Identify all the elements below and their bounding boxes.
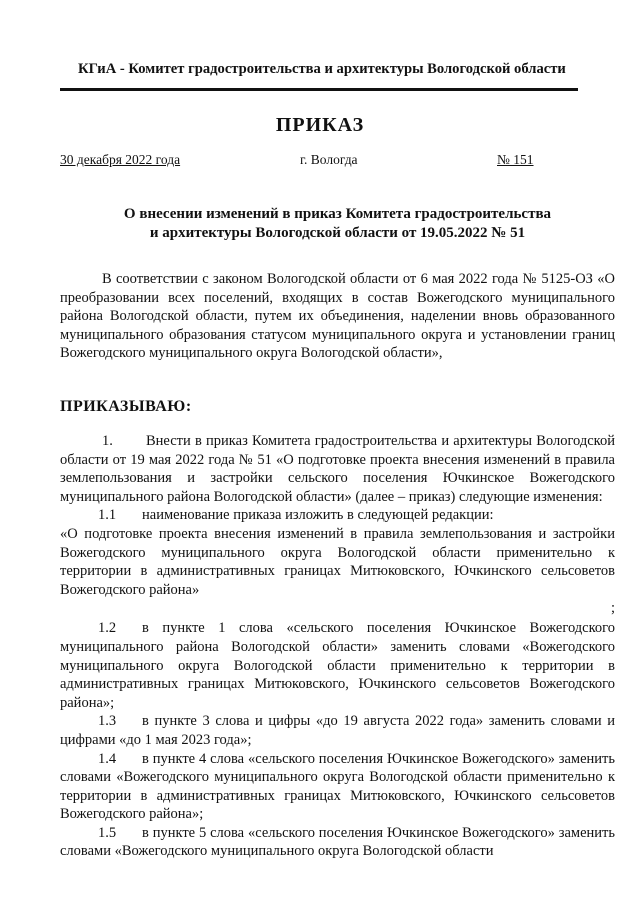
header-rule — [60, 88, 578, 91]
item-1-4 — [60, 750, 615, 824]
item-1-5-text: в пункте 5 слова «сельского поселения Ючкинское Вожегодского» заменить словами «Вожегодского муниципального округа Вологодской области — [60, 824, 615, 860]
document-type-title: ПРИКАЗ — [275, 114, 365, 136]
document-date: 30 декабря 2022 года — [60, 152, 181, 167]
item-1-5 — [60, 824, 615, 861]
item-1 — [60, 432, 615, 506]
document-city: г. Вологда — [300, 152, 358, 167]
preamble — [60, 270, 615, 363]
document-number: № 151 — [497, 152, 534, 167]
subject-line-2: и архитектуры Вологодской области от 19.05.2022 № 51 — [149, 225, 526, 241]
item-1-number: 1. — [102, 433, 113, 449]
item-1-text: Внести в приказ Комитета градостроительства и архитектуры Вологодской области от 19 мая 2022 года № 51 «О подготовке проекта внесения изменений в правила землепользования и застройки сельского поселения Ючкинское Вожегодского муниципального района Вологодской области» (далее – приказ) следующие изменения: — [60, 433, 615, 505]
item-1-3 — [60, 712, 615, 749]
document-subject — [60, 205, 615, 243]
item-1-1-quote: «О подготовке проекта внесения изменений в правила землепользования и застройки Вожегодского муниципального округа Вологодской области применительно к территории в административных границах Митюковского, Ючкинского сельсоветов Вожегодского района» — [60, 525, 615, 598]
item-1-1 — [60, 506, 615, 525]
item-1-1-number: 1.1 — [98, 507, 117, 524]
item-1-1-semicolon: ; — [610, 600, 615, 617]
item-1-4-number: 1.4 — [98, 750, 117, 767]
item-1-1-text: наименование приказа изложить в следующей редакции: — [142, 507, 494, 524]
preamble-text: В соответствии с законом Вологодской области от 6 мая 2022 года № 5125-ОЗ «О преобразовании всех поселений, входящих в состав Вожегодского муниципального района Вологодской области, путем их объединения, наделении вновь образованного муниципального образования статусом муниципального округа и установлении границ Вожегодского муниципального округа Вологодской области», — [60, 271, 615, 362]
item-1-5-number: 1.5 — [98, 824, 117, 841]
item-1-2 — [60, 619, 615, 712]
item-1-3-text: в пункте 3 слова и цифры «до 19 августа 2022 года» заменить словами и цифрами «до 1 мая 2023 года»; — [60, 713, 615, 748]
item-1-2-number: 1.2 — [98, 620, 117, 637]
item-1-2-text: в пункте 1 слова «сельского поселения Ючкинское Вожегодского муниципального района Вологодской области» заменить словами «Вожегодского муниципального округа Вологодской области применительно к территории в административных границах Митюковского, Ючкинского сельсоветов Вожегодского района»; — [60, 620, 615, 711]
item-1-3-number: 1.3 — [98, 713, 117, 730]
organization-header: КГиА - Комитет градостроительства и архитектуры Вологодской области — [78, 61, 566, 77]
order-items — [60, 432, 615, 861]
order-word: ПРИКАЗЫВАЮ: — [60, 398, 192, 415]
subject-line-1: О внесении изменений в приказ Комитета градостроительства — [123, 206, 552, 222]
item-1-4-text: в пункте 4 слова «сельского поселения Ючкинское Вожегодского» заменить словами «Вожегодского муниципального округа Вологодской области применительно к территории в административных границах Митюковского, Ючкинского сельсоветов Вожегодского района»; — [60, 750, 615, 823]
